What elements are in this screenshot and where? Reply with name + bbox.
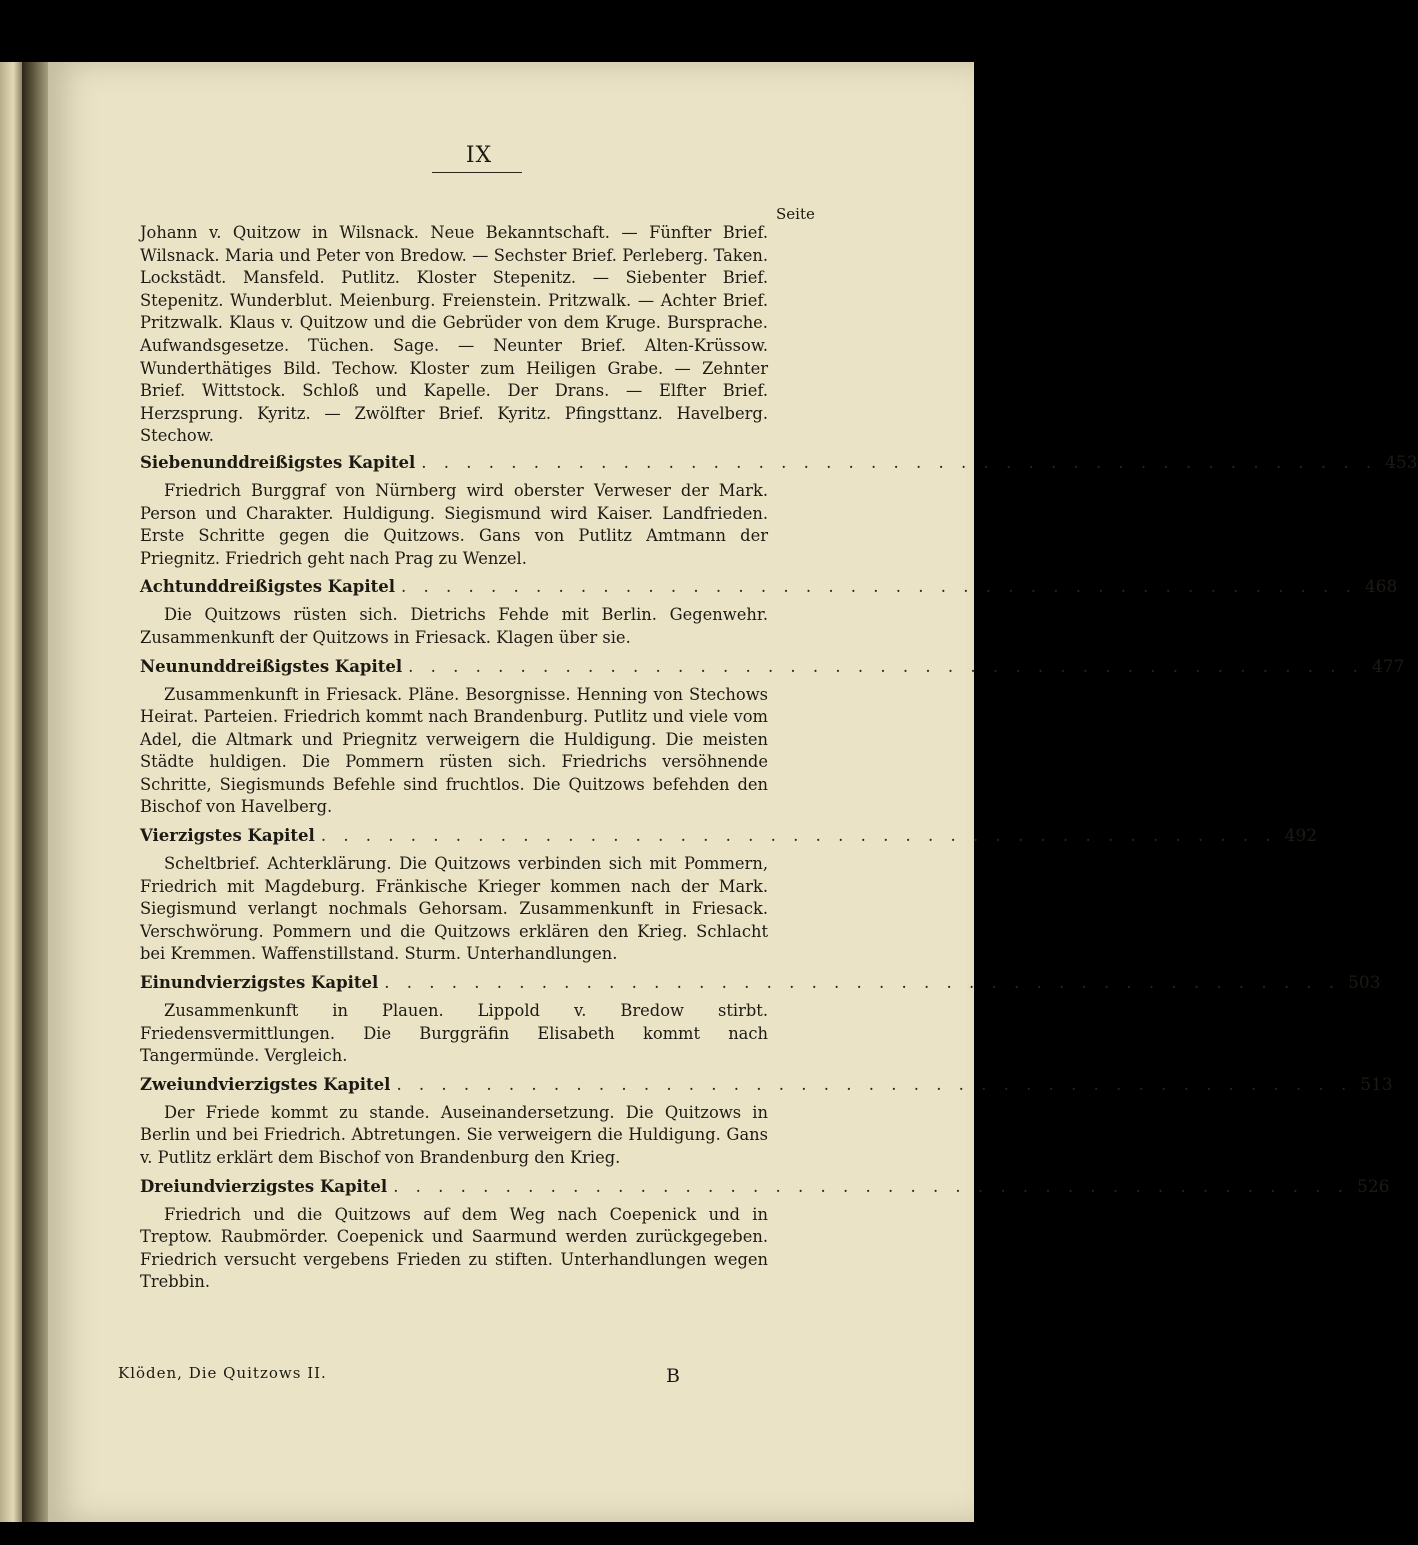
book-gutter	[22, 62, 48, 1522]
footer-book-title: Klöden, Die Quitzows II.	[118, 1364, 327, 1382]
toc-entry-38[interactable]	[140, 576, 1398, 602]
leader-dots: . . . . . . . . . . . . . . . . . . . . . . . . . . . . . . . . . . . . . . . . . . .	[384, 973, 1341, 993]
chapter-title: Siebenunddreißigstes Kapitel	[140, 452, 416, 472]
chapter-page-number: 492	[1284, 826, 1318, 847]
chapter-summary: Die Quitzows rüsten sich. Dietrichs Fehde mit Berlin. Gegenwehr. Zusammenkunft der Quitzows in Friesack. Klagen über sie.	[140, 605, 768, 647]
page-column-header: Seite	[776, 205, 815, 223]
leader-dots: . . . . . . . . . . . . . . . . . . . . . . . . . . . . . . . . . . . . . . . . . . .	[401, 577, 1357, 597]
toc-entry-40[interactable]	[140, 825, 1318, 851]
leader-dots: . . . . . . . . . . . . . . . . . . . . . . . . . . . . . . . . . . . . . . . . . . .	[393, 1176, 1350, 1196]
toc-entry-39[interactable]	[140, 656, 1405, 682]
chapter-page-number: 477	[1371, 656, 1405, 677]
previous-page-edge	[0, 62, 22, 1522]
chapter-page-number: 468	[1364, 577, 1398, 598]
chapter-summary: Friedrich Burggraf von Nürnberg wird oberster Verweser der Mark. Person und Charakter. Huldigung. Siegismund wird Kaiser. Landfrieden. Erste Schritte gegen die Quitzows. Gans von Putlitz Amtmann der Priegnitz. Friedrich geht nach Prag zu Wenzel.	[140, 480, 768, 568]
chapter-title: Einundvierzigstes Kapitel	[140, 973, 379, 993]
folio-rule	[432, 172, 522, 173]
chapter-summary: Zusammenkunft in Plauen. Lippold v. Bredow stirbt. Friedensvermittlungen. Die Burggräfin Elisabeth kommt nach Tangermünde. Vergleich.	[140, 1001, 768, 1066]
leader-dots: . . . . . . . . . . . . . . . . . . . . . . . . . . . . . . . . . . . . . . . . . . .	[408, 656, 1364, 676]
toc-entry-42[interactable]	[140, 1074, 1393, 1100]
chapter-summary: Zusammenkunft in Friesack. Pläne. Besorgnisse. Henning von Stechows Heirat. Parteien. Friedrich kommt nach Brandenburg. Putlitz und viele vom Adel, die Altmark und Priegnitz verweigern die Huldigung. Die meisten Städte huldigen. Die Pommern rüsten sich. Friedrichs versöhnende Schritte, Siegismunds Befehle sind fruchtlos. Die Quitzows befehden den Bischof von Havelberg.	[140, 684, 768, 817]
chapter-title: Achtunddreißigstes Kapitel	[140, 577, 396, 597]
chapter-title: Dreiundvierzigstes Kapitel	[140, 1176, 388, 1196]
chapter-summary: Friedrich und die Quitzows auf dem Weg nach Coepenick und in Treptow. Raubmörder. Coepenick und Saarmund werden zurückgegeben. Friedrich versucht vergebens Frieden zu stiften. Unterhandlungen wegen Trebbin.	[140, 1204, 768, 1292]
chapter-title: Vierzigstes Kapitel	[140, 826, 315, 846]
table-of-contents	[140, 222, 1418, 1300]
intro-summary: Johann v. Quitzow in Wilsnack. Neue Bekanntschaft. — Fünfter Brief. Wilsnack. Maria und Peter von Bredow. — Sechster Brief. Perleberg. Taken. Lockstädt. Mansfeld. Putlitz. Kloster Stepenitz. — Siebenter Brief. Stepenitz. Wunderblut. Meienburg. Freienstein. Pritzwalk. — Achter Brief. Pritzwalk. Klaus v. Quitzow und die Gebrüder von dem Kruge. Bursprache. Aufwandsgesetze. Tüchen. Sage. — Neunter Brief. Alten-Krüssow. Wunderthätiges Bild. Techow. Kloster zum Heiligen Grabe. — Zehnter Brief. Wittstock. Schloß und Kapelle. Der Drans. — Elfter Brief. Herzsprung. Kyritz. — Zwölfter Brief. Kyritz. Pfingsttanz. Havelberg. Stechow.	[140, 223, 768, 446]
chapter-title: Neununddreißigstes Kapitel	[140, 656, 403, 676]
chapter-page-number: 453	[1385, 452, 1418, 473]
toc-entry-37[interactable]	[140, 452, 1418, 478]
footer-signature-mark: B	[666, 1365, 680, 1387]
chapter-summary: Scheltbrief. Achterklärung. Die Quitzows verbinden sich mit Pommern, Friedrich mit Magdeburg. Fränkische Krieger kommen nach der Mark. Siegismund verlangt nochmals Gehorsam. Zusammenkunft in Friesack. Verschwörung. Pommern und die Quitzows erklären den Krieg. Schlacht bei Kremmen. Waffenstillstand. Sturm. Unterhandlungen.	[140, 854, 768, 964]
leader-dots: . . . . . . . . . . . . . . . . . . . . . . . . . . . . . . . . . . . . . . . . . . .	[396, 1074, 1353, 1094]
chapter-summary: Der Friede kommt zu stande. Auseinandersetzung. Die Quitzows in Berlin und bei Friedrich. Abtretungen. Sie verweigern die Huldigung. Gans v. Putlitz erklärt dem Bischof von Brandenburg den Krieg.	[140, 1102, 768, 1167]
chapter-title: Zweiundvierzigstes Kapitel	[140, 1074, 391, 1094]
chapter-page-number: 503	[1348, 973, 1381, 994]
toc-entry-41[interactable]	[140, 972, 1381, 998]
chapter-page-number: 513	[1360, 1074, 1393, 1095]
leader-dots: . . . . . . . . . . . . . . . . . . . . . . . . . . . . . . . . . . . . . . . . . . .	[421, 452, 1378, 472]
chapter-page-number: 526	[1357, 1176, 1390, 1197]
leader-dots: . . . . . . . . . . . . . . . . . . . . . . . . . . . . . . . . . . . . . . . . . . .	[320, 826, 1277, 846]
page-folio: IX	[465, 143, 493, 168]
toc-entry-43[interactable]	[140, 1176, 1390, 1202]
